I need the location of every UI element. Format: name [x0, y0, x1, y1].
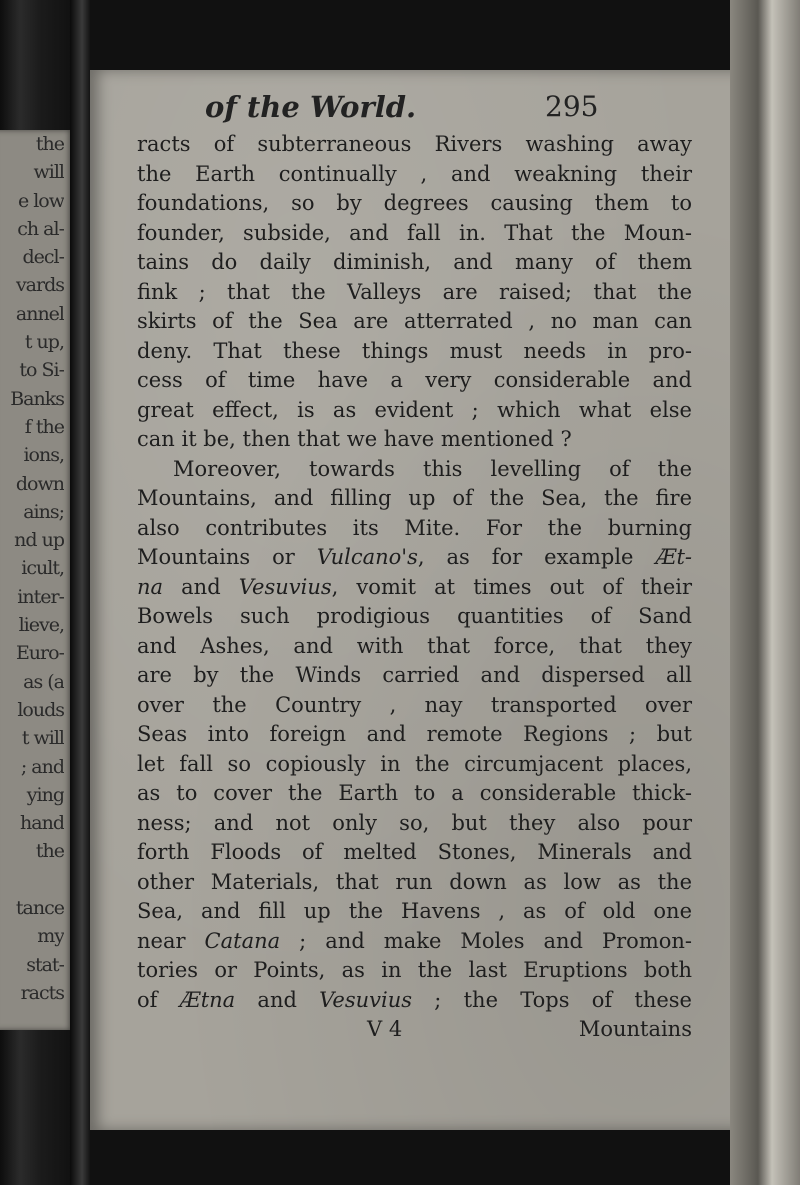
left-fragment-line: inter-: [17, 585, 64, 608]
footer-line: [137, 1015, 692, 1045]
left-fragment-line: t up,: [24, 331, 64, 354]
text-line: can it be, then that we have mentioned ?: [137, 427, 572, 451]
text-line: ness; and not only so, but they also pour: [137, 810, 692, 835]
text-line: na and Vesuvius, vomit at times out of their: [137, 574, 693, 599]
left-fragment-line: f the: [24, 415, 64, 438]
page-body-text: [137, 130, 692, 1045]
text-line: Sea, and fill up the Havens , as of old one: [137, 899, 692, 923]
text-line: the Earth continually , and weakning their: [137, 161, 692, 186]
text-line: are by the Winds carried and dispersed all: [137, 663, 692, 687]
left-fragment-line: Euro-: [15, 642, 64, 665]
text-line: tains do daily diminish, and many of them: [137, 250, 692, 274]
right-page-edge: [730, 0, 800, 1185]
left-page-fragments: [4, 130, 64, 1007]
text-line: and Ashes, and with that force, that they: [137, 633, 692, 658]
left-fragment-line: down: [15, 472, 64, 495]
text-line: tories or Points, as in the last Eruptions both: [137, 958, 692, 982]
left-fragment-line: louds: [17, 698, 64, 721]
text-line: let fall so copiously in the circumjacent places,: [137, 751, 692, 776]
left-fragment-line: will: [33, 161, 64, 184]
page-number: 295: [545, 90, 599, 123]
left-fragment-line: ions,: [23, 444, 64, 467]
left-fragment-line: hand: [20, 812, 64, 835]
left-fragment-line: the: [35, 133, 64, 155]
left-fragment-line: t will: [21, 727, 64, 750]
text-line: as to cover the Earth to a considerable thick-: [137, 781, 692, 805]
text-line: Moreover, towards this levelling of the: [173, 456, 692, 481]
left-fragment-line: as (a: [23, 670, 64, 693]
text-line: cess of time have a very considerable and: [137, 368, 692, 392]
text-line: over the Country , nay transported over: [137, 692, 692, 717]
text-line: foundations, so by degrees causing them to: [137, 191, 692, 215]
text-line: Seas into foreign and remote Regions ; but: [137, 722, 692, 746]
left-page-edge: [0, 130, 75, 1030]
running-title: of the World.: [205, 90, 417, 124]
left-fragment-line: annel: [15, 302, 64, 325]
left-fragment-line: e low: [17, 189, 64, 212]
text-line: fink ; that the Valleys are raised; that the: [137, 279, 692, 304]
text-line: of Ætna and Vesuvius ; the Tops of these: [137, 987, 692, 1012]
signature-mark: V 4: [367, 1017, 403, 1041]
text-line: deny. That these things must needs in pro-: [137, 338, 692, 363]
left-fragment-line: ains;: [23, 500, 64, 523]
left-fragment-line: vards: [15, 274, 64, 297]
text-line: near Catana ; and make Moles and Promon-: [137, 928, 692, 953]
page-header: [110, 90, 610, 130]
text-line: forth Floods of melted Stones, Minerals and: [137, 840, 692, 864]
left-fragment-line: ying: [26, 783, 64, 806]
left-fragment-line: [4, 866, 64, 894]
text-line: skirts of the Sea are atterrated , no man can: [137, 309, 692, 333]
left-fragment-line: stat-: [26, 953, 64, 976]
left-fragment-line: to Si-: [19, 359, 64, 382]
left-fragment-line: tance: [15, 897, 64, 920]
text-line: other Materials, that run down as low as the: [137, 869, 692, 894]
text-line: Bowels such prodigious quantities of Sand: [137, 604, 692, 628]
left-fragment-line: racts: [20, 981, 64, 1004]
text-line: racts of subterraneous Rivers washing away: [137, 132, 692, 156]
text-line: founder, subside, and fall in. That the Moun-: [137, 220, 692, 245]
left-fragment-line: decl-: [22, 246, 64, 269]
left-fragment-line: icult,: [21, 557, 64, 580]
left-fragment-line: nd up: [14, 529, 64, 552]
left-fragment-line: lieve,: [18, 614, 64, 637]
left-fragment-line: ch al-: [17, 217, 64, 240]
book-gutter: [70, 0, 90, 1185]
text-line: Mountains, and filling up of the Sea, the fire: [137, 486, 692, 510]
text-line: great effect, is as evident ; which what else: [137, 397, 692, 422]
text-line: also contributes its Mite. For the burning: [137, 515, 692, 540]
left-fragment-line: my: [37, 925, 64, 948]
left-fragment-line: Banks: [10, 387, 64, 410]
catchword: Mountains: [578, 1017, 692, 1041]
left-fragment-line: ; and: [20, 755, 64, 778]
left-fragment-line: the: [35, 840, 64, 863]
text-line: Mountains or Vulcano's, as for example Æt-: [137, 545, 692, 569]
